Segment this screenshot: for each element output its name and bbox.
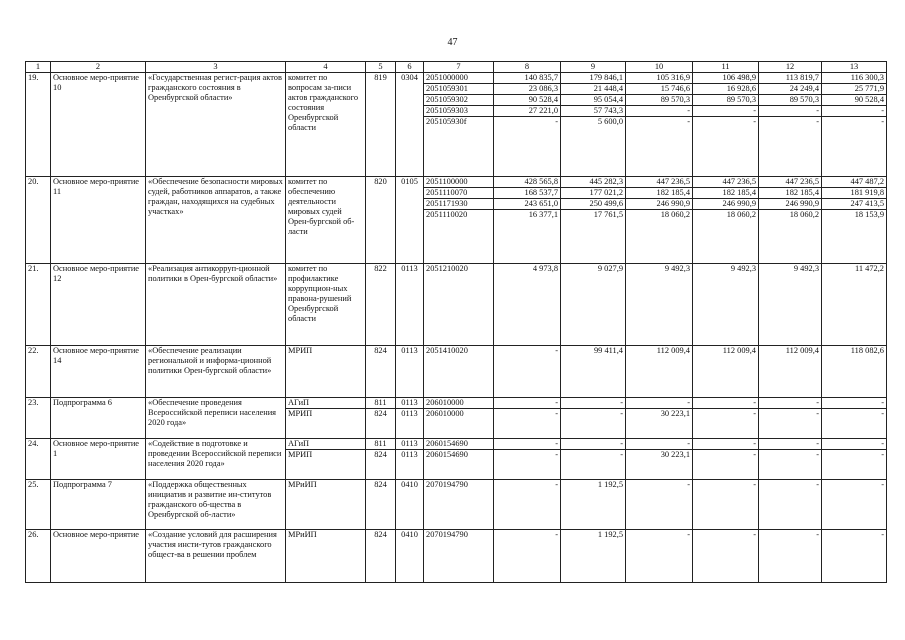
row-section-code: 0410 <box>396 480 424 530</box>
column-header: 9 <box>561 62 626 73</box>
row-section-code: 0113 <box>396 346 424 398</box>
row-amount: - <box>822 480 887 530</box>
row-section-code: 0410 <box>396 530 424 583</box>
row-amount: 246 990,9 <box>626 199 693 210</box>
row-amount: - <box>494 439 561 450</box>
row-target-code: 2060154690 <box>424 450 494 480</box>
column-header: 4 <box>286 62 366 73</box>
row-amount: 4 973,8 <box>494 264 561 346</box>
row-section-code: 0113 <box>396 439 424 450</box>
column-header: 8 <box>494 62 561 73</box>
row-amount: - <box>822 439 887 450</box>
row-target-code: 206010000 <box>424 409 494 439</box>
row-amount: 9 492,3 <box>626 264 693 346</box>
row-amount: - <box>693 439 759 450</box>
row-amount: 250 499,6 <box>561 199 626 210</box>
row-amount: 89 570,3 <box>759 95 822 106</box>
row-amount: 16 928,6 <box>693 84 759 95</box>
row-target-code: 2051000000 <box>424 73 494 84</box>
row-executor: комитет по обеспечению деятельности мировых судей Орен-бургской об-ласти <box>286 177 366 264</box>
row-amount: - <box>822 530 887 583</box>
row-amount: 428 565,8 <box>494 177 561 188</box>
row-amount: - <box>759 450 822 480</box>
row-amount: - <box>822 117 887 177</box>
row-amount: 447 236,5 <box>693 177 759 188</box>
row-amount: 118 082,6 <box>822 346 887 398</box>
row-amount: 5 600,0 <box>561 117 626 177</box>
row-amount: - <box>626 117 693 177</box>
column-header: 11 <box>693 62 759 73</box>
row-executor: МРИП <box>286 346 366 398</box>
row-target-code: 2051059303 <box>424 106 494 117</box>
row-amount: 1 192,5 <box>561 530 626 583</box>
row-amount: 90 528,4 <box>494 95 561 106</box>
row-amount: 57 743,3 <box>561 106 626 117</box>
row-amount: - <box>693 480 759 530</box>
row-number: 23. <box>26 398 51 439</box>
row-title: «Поддержка общественных инициатив и развитие ин-ститутов гражданского об-щества в Оренбургской об-ласти» <box>146 480 286 530</box>
row-amount: 11 472,2 <box>822 264 887 346</box>
row-target-code: 2051110070 <box>424 188 494 199</box>
row-amount: 16 377,1 <box>494 210 561 264</box>
row-amount: - <box>693 450 759 480</box>
row-executor: МРиИП <box>286 480 366 530</box>
row-amount: 246 990,9 <box>759 199 822 210</box>
row-amount: 181 919,8 <box>822 188 887 199</box>
row-number: 22. <box>26 346 51 398</box>
column-header: 7 <box>424 62 494 73</box>
row-amount: 99 411,4 <box>561 346 626 398</box>
row-amount: - <box>626 106 693 117</box>
row-executor: МРИП <box>286 450 366 480</box>
row-target-code: 206010000 <box>424 398 494 409</box>
row-executor: комитет по вопросам за-писи актов гражданского состояния Оренбургской области <box>286 73 366 177</box>
row-ministry-code: 820 <box>366 177 396 264</box>
row-target-code: 2051110020 <box>424 210 494 264</box>
row-section-code: 0304 <box>396 73 424 177</box>
row-amount: 89 570,3 <box>626 95 693 106</box>
row-amount: 182 185,4 <box>626 188 693 199</box>
row-type: Основное меро-приятие <box>51 530 146 583</box>
column-header: 3 <box>146 62 286 73</box>
row-amount: 247 413,5 <box>822 199 887 210</box>
row-section-code: 0113 <box>396 398 424 409</box>
column-header: 5 <box>366 62 396 73</box>
row-target-code: 2060154690 <box>424 439 494 450</box>
row-amount: 106 498,9 <box>693 73 759 84</box>
row-amount: 168 537,7 <box>494 188 561 199</box>
row-amount: - <box>693 530 759 583</box>
row-type: Основное меро-приятие 11 <box>51 177 146 264</box>
row-amount: 140 835,7 <box>494 73 561 84</box>
row-title: «Содействие в подготовке и проведении Всероссийской переписи населения 2020 года» <box>146 439 286 480</box>
row-target-code: 2051059302 <box>424 95 494 106</box>
row-amount: 18 060,2 <box>759 210 822 264</box>
row-amount: 30 223,1 <box>626 409 693 439</box>
table-row <box>26 346 887 398</box>
row-amount: 447 487,2 <box>822 177 887 188</box>
row-target-code: 2051100000 <box>424 177 494 188</box>
row-amount: 18 153,9 <box>822 210 887 264</box>
row-executor: МРиИП <box>286 530 366 583</box>
row-amount: - <box>693 106 759 117</box>
row-amount: 90 528,4 <box>822 95 887 106</box>
table-row <box>26 398 887 409</box>
row-executor: АГиП <box>286 398 366 409</box>
row-amount: - <box>822 409 887 439</box>
row-amount: 1 192,5 <box>561 480 626 530</box>
row-ministry-code: 824 <box>366 530 396 583</box>
row-amount: 116 300,3 <box>822 73 887 84</box>
row-amount: - <box>822 450 887 480</box>
row-ministry-code: 824 <box>366 480 396 530</box>
column-header: 10 <box>626 62 693 73</box>
column-header: 6 <box>396 62 424 73</box>
row-amount: - <box>561 450 626 480</box>
row-target-code: 2051059301 <box>424 84 494 95</box>
row-amount: 25 771,9 <box>822 84 887 95</box>
row-amount: 447 236,5 <box>759 177 822 188</box>
row-ministry-code: 824 <box>366 346 396 398</box>
table-row <box>26 530 887 583</box>
row-target-code: 2051210020 <box>424 264 494 346</box>
row-executor: АГиП <box>286 439 366 450</box>
row-number: 21. <box>26 264 51 346</box>
row-amount: 445 282,3 <box>561 177 626 188</box>
row-ministry-code: 811 <box>366 439 396 450</box>
row-ministry-code: 822 <box>366 264 396 346</box>
row-title: «Обеспечение проведения Всероссийской переписи населения 2020 года» <box>146 398 286 439</box>
row-ministry-code: 824 <box>366 409 396 439</box>
row-amount: - <box>494 117 561 177</box>
row-type: Основное меро-приятие 1 <box>51 439 146 480</box>
row-amount: - <box>759 439 822 450</box>
row-target-code: 2070194790 <box>424 530 494 583</box>
row-amount: - <box>693 409 759 439</box>
table-row <box>26 264 887 346</box>
row-type: Основное меро-приятие 12 <box>51 264 146 346</box>
row-amount: 24 249,4 <box>759 84 822 95</box>
row-amount: 113 819,7 <box>759 73 822 84</box>
column-header: 2 <box>51 62 146 73</box>
row-number: 26. <box>26 530 51 583</box>
row-amount: 21 448,4 <box>561 84 626 95</box>
row-amount: 105 316,9 <box>626 73 693 84</box>
row-amount: - <box>626 398 693 409</box>
row-type: Основное меро-приятие 14 <box>51 346 146 398</box>
row-amount: - <box>759 117 822 177</box>
header-row <box>26 62 887 73</box>
row-amount: 9 492,3 <box>693 264 759 346</box>
row-amount: - <box>494 450 561 480</box>
row-type: Основное меро-приятие 10 <box>51 73 146 177</box>
row-amount: - <box>494 409 561 439</box>
row-amount: 112 009,4 <box>759 346 822 398</box>
row-target-code: 2051171930 <box>424 199 494 210</box>
row-amount: - <box>494 346 561 398</box>
row-title: «Создание условий для расширения участия инсти-тутов гражданского общест-ва в решении проблем <box>146 530 286 583</box>
budget-table <box>25 61 887 583</box>
row-type: Подпрограмма 6 <box>51 398 146 439</box>
table-row <box>26 439 887 450</box>
row-amount: - <box>693 398 759 409</box>
row-section-code: 0113 <box>396 450 424 480</box>
row-amount: - <box>561 439 626 450</box>
row-title: «Государственная регист-рация актов гражданского состояния в Оренбургской области» <box>146 73 286 177</box>
row-section-code: 0105 <box>396 177 424 264</box>
row-target-code: 2051410020 <box>424 346 494 398</box>
row-amount: - <box>759 409 822 439</box>
row-amount: 18 060,2 <box>626 210 693 264</box>
row-section-code: 0113 <box>396 409 424 439</box>
row-number: 25. <box>26 480 51 530</box>
row-amount: - <box>494 398 561 409</box>
row-number: 20. <box>26 177 51 264</box>
row-amount: - <box>561 409 626 439</box>
row-amount: - <box>494 480 561 530</box>
column-header: 1 <box>26 62 51 73</box>
row-amount: 182 185,4 <box>693 188 759 199</box>
row-section-code: 0113 <box>396 264 424 346</box>
row-number: 19. <box>26 73 51 177</box>
row-amount: 179 846,1 <box>561 73 626 84</box>
table-row <box>26 480 887 530</box>
row-amount: 89 570,3 <box>693 95 759 106</box>
table-row <box>26 177 887 188</box>
row-amount: 18 060,2 <box>693 210 759 264</box>
row-title: «Реализация антикорруп-ционной политики в Орен-бургской области» <box>146 264 286 346</box>
row-amount: 447 236,5 <box>626 177 693 188</box>
row-amount: - <box>759 398 822 409</box>
row-ministry-code: 819 <box>366 73 396 177</box>
row-ministry-code: 811 <box>366 398 396 409</box>
row-amount: 30 223,1 <box>626 450 693 480</box>
row-amount: 9 492,3 <box>759 264 822 346</box>
row-ministry-code: 824 <box>366 450 396 480</box>
row-title: «Обеспечение реализации региональной и информа-ционной политики Орен-бургской области» <box>146 346 286 398</box>
row-amount: - <box>822 398 887 409</box>
row-amount: 177 021,2 <box>561 188 626 199</box>
row-amount: - <box>822 106 887 117</box>
row-amount: 112 009,4 <box>626 346 693 398</box>
row-amount: 23 086,3 <box>494 84 561 95</box>
row-amount: 27 221,0 <box>494 106 561 117</box>
row-executor: комитет по профилактике коррупцион-ных правона-рушений Оренбургской области <box>286 264 366 346</box>
row-number: 24. <box>26 439 51 480</box>
column-header: 12 <box>759 62 822 73</box>
row-amount: - <box>759 530 822 583</box>
row-amount: - <box>561 398 626 409</box>
row-amount: 17 761,5 <box>561 210 626 264</box>
row-amount: 112 009,4 <box>693 346 759 398</box>
row-amount: 95 054,4 <box>561 95 626 106</box>
row-amount: 9 027,9 <box>561 264 626 346</box>
row-amount: - <box>626 530 693 583</box>
row-amount: - <box>759 106 822 117</box>
row-amount: - <box>693 117 759 177</box>
row-target-code: 2070194790 <box>424 480 494 530</box>
row-amount: - <box>494 530 561 583</box>
row-amount: - <box>626 439 693 450</box>
row-amount: 243 651,0 <box>494 199 561 210</box>
row-title: «Обеспечение безопасности мировых судей, работников аппаратов, а также граждан, находящихся на судебных участках» <box>146 177 286 264</box>
page-number: 47 <box>447 37 458 48</box>
row-amount: 246 990,9 <box>693 199 759 210</box>
row-amount: - <box>626 480 693 530</box>
row-target-code: 205105930f <box>424 117 494 177</box>
row-amount: 182 185,4 <box>759 188 822 199</box>
row-type: Подпрограмма 7 <box>51 480 146 530</box>
row-amount: - <box>759 480 822 530</box>
row-executor: МРИП <box>286 409 366 439</box>
column-header: 13 <box>822 62 887 73</box>
row-amount: 15 746,6 <box>626 84 693 95</box>
table-row <box>26 73 887 84</box>
